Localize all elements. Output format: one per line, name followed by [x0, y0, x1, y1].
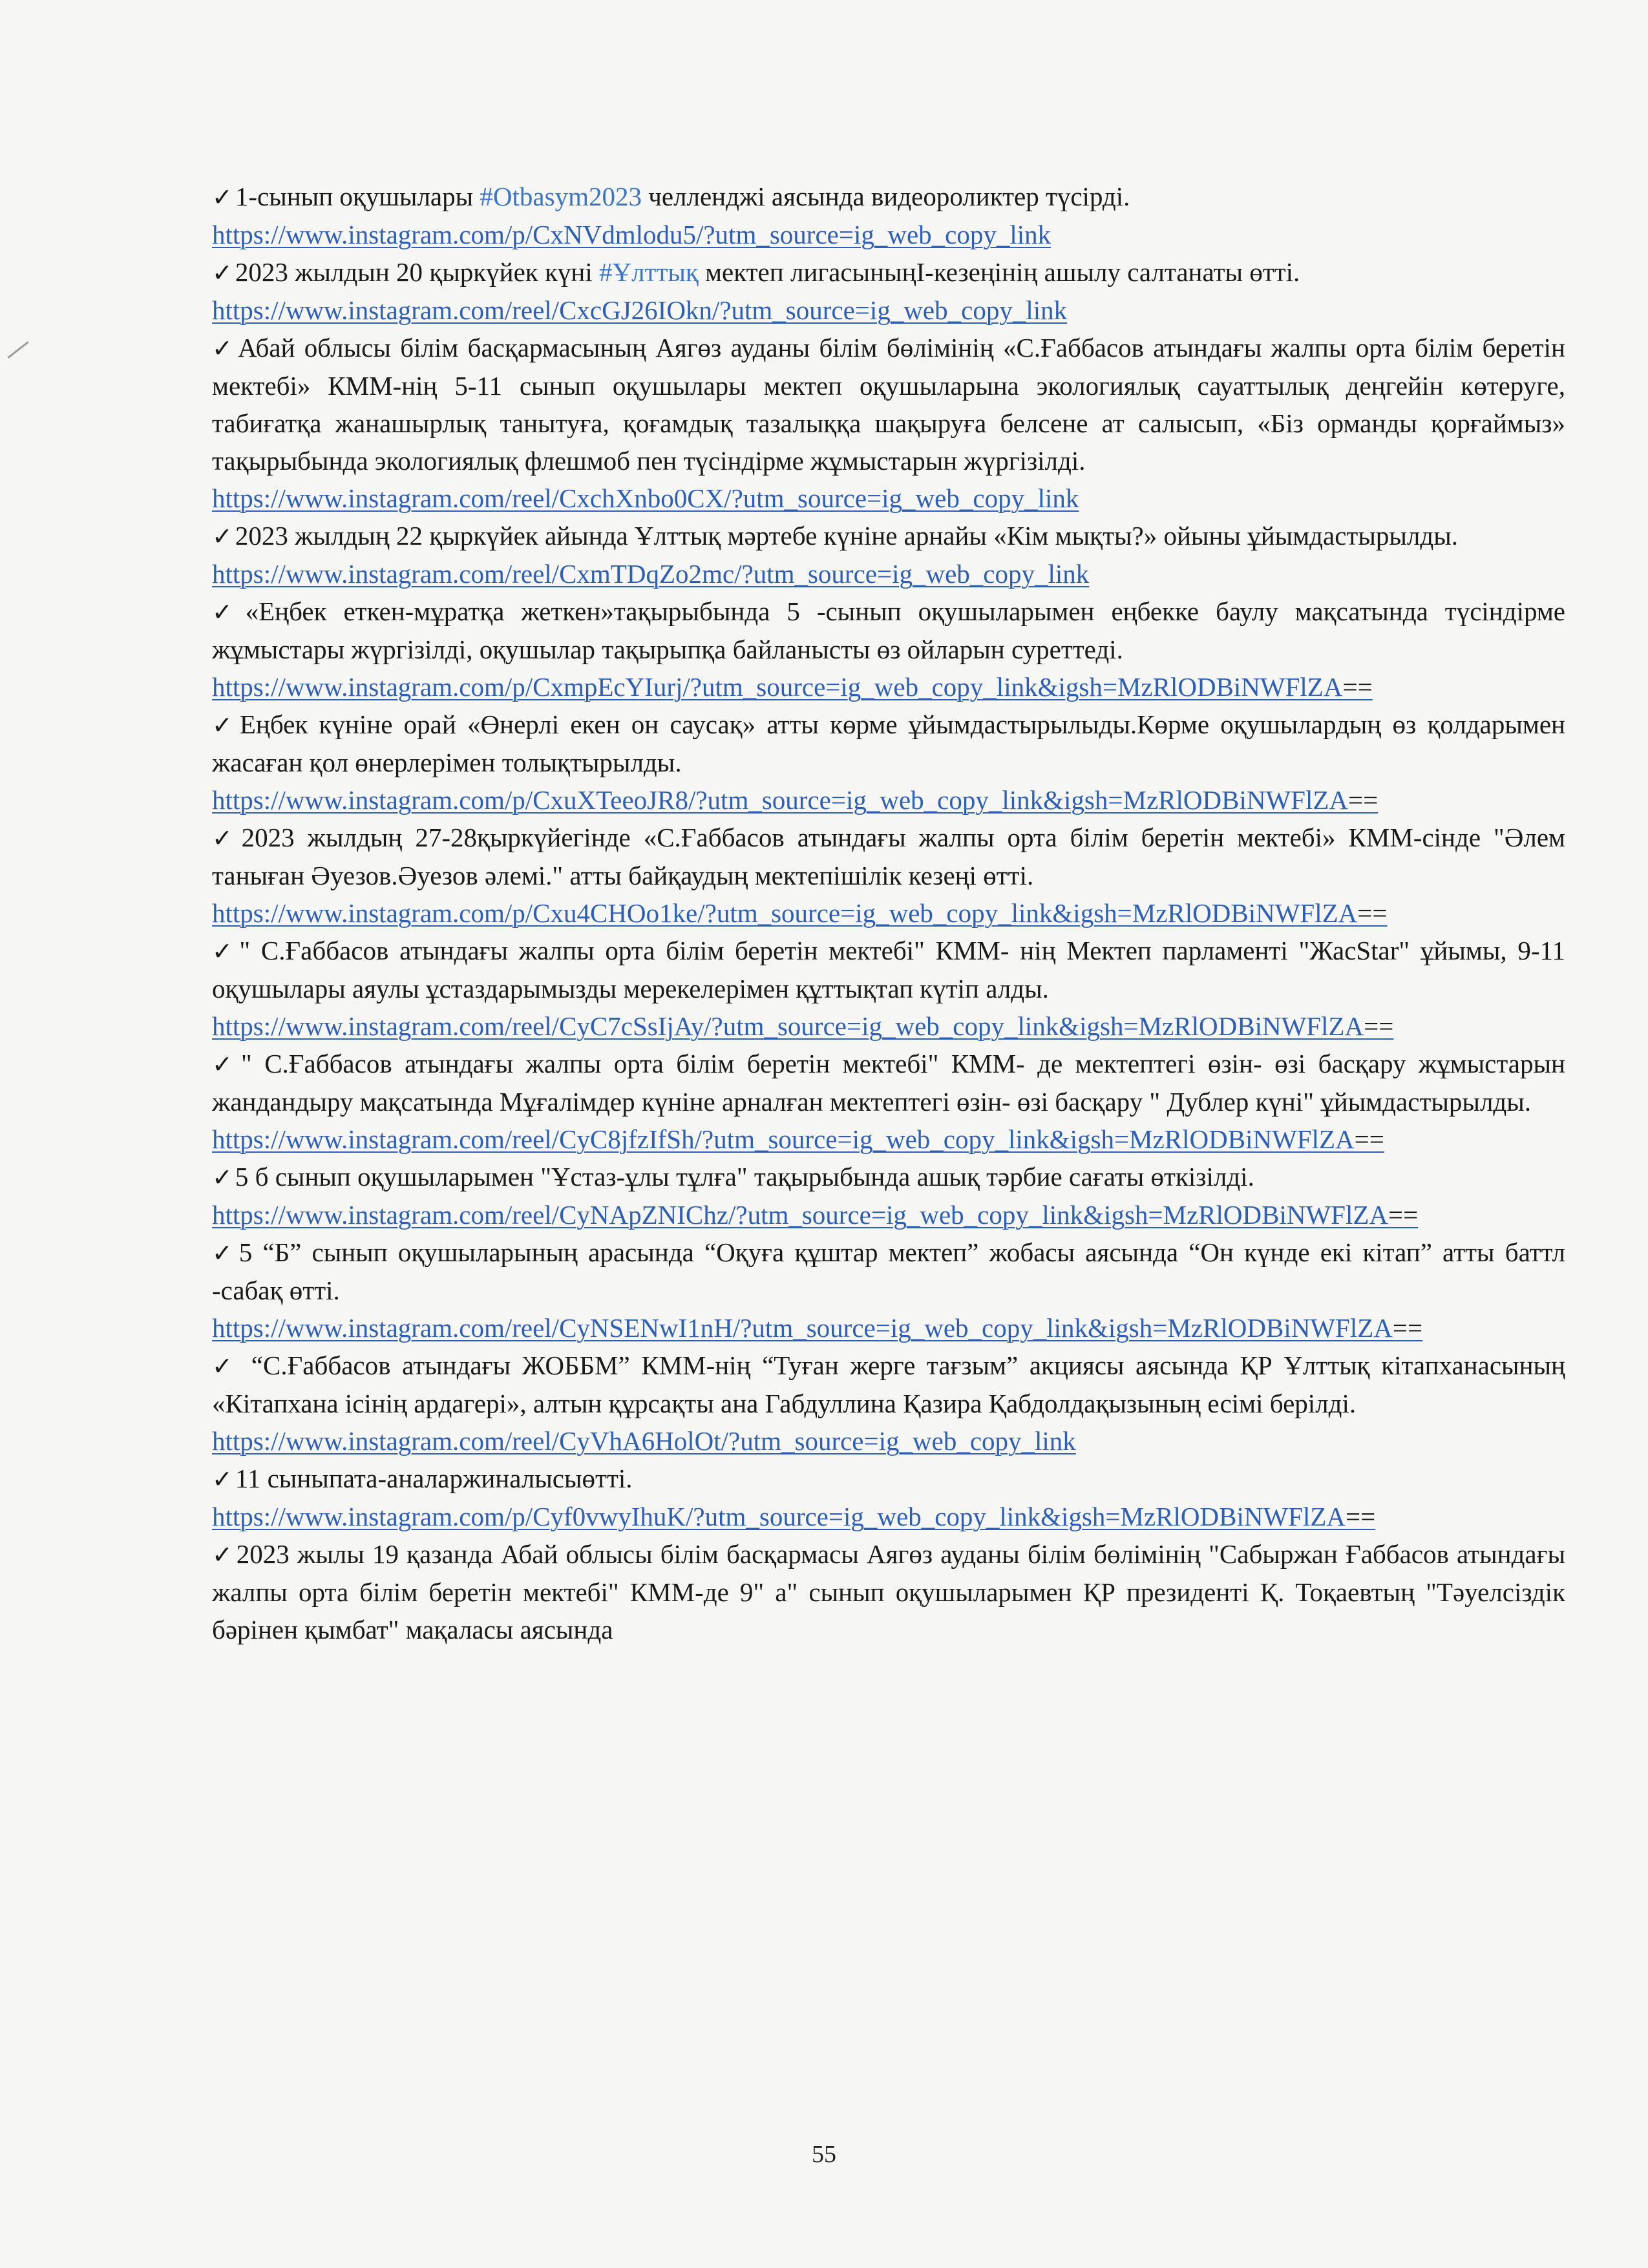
checkmark-icon: ✓	[212, 1050, 239, 1078]
instagram-link[interactable]	[212, 1309, 1565, 1347]
entry-text-part: 2023 жылдын 20 қыркүйек күні	[235, 257, 599, 287]
checkmark-icon: ✓	[212, 1239, 237, 1267]
instagram-link[interactable]	[212, 479, 1565, 517]
entry-text-body: 11 сыныпата-аналаржиналысыөтті.	[235, 1464, 633, 1493]
checkmark-icon: ✓	[212, 1465, 233, 1493]
instagram-link[interactable]	[212, 1422, 1565, 1460]
instagram-link[interactable]	[212, 894, 1565, 932]
entry-text	[212, 1535, 1565, 1648]
margin-pen-mark	[7, 341, 28, 359]
checkmark-icon: ✓	[212, 1540, 234, 1569]
link-url[interactable]: https://www.instagram.com/reel/CyNSENwI1nH/?utm_source=ig_web_copy_link&igsh=MzRlODBiNWFlZA	[212, 1313, 1393, 1343]
link-url[interactable]: https://www.instagram.com/p/Cxu4CHOo1ke/?utm_source=ig_web_copy_link&igsh=MzRlODBiNWFlZA	[212, 898, 1358, 928]
entry-text	[212, 819, 1565, 894]
link-url[interactable]: https://www.instagram.com/p/CxmpEcYIurj/?utm_source=ig_web_copy_link&igsh=MzRlODBiNWFlZA	[212, 672, 1343, 702]
link-tail: ==	[1388, 1200, 1419, 1230]
link-tail: ==	[1354, 1124, 1384, 1154]
hashtag[interactable]: #Otbasym2023	[480, 182, 642, 211]
entry-text-body: Еңбек күніне орай «Өнерлі екен он саусақ» атты көрме ұйымдастырылыды.Көрме оқушылардың өз қолдарымен жасаған қол өнерлерімен толықтырылды.	[212, 709, 1565, 777]
page-number: 55	[812, 2141, 836, 2168]
document-body	[212, 178, 1565, 1648]
checkmark-icon: ✓	[212, 598, 243, 626]
checkmark-icon: ✓	[212, 1163, 233, 1192]
entry-text-part: мектеп лигасыныңІ-кезеңінің ашылу салтанаты өтті.	[698, 257, 1300, 287]
entry-text	[212, 1347, 1565, 1422]
entry-text-body: 5 “Б” сынып оқушыларының арасында “Оқуға құштар мектеп” жобасы аясында “Он күнде екі кітап” атты баттл -сабақ өтті.	[212, 1237, 1565, 1305]
entry-text	[212, 932, 1565, 1007]
entry-text	[212, 1234, 1565, 1309]
hashtag[interactable]: #Ұлттық	[598, 257, 699, 287]
entry-text-body: Абай облысы білім басқармасының Аягөз ауданы білім бөлімінің «С.Ғаббасов атындағы жалпы орта білім беретін мектебі» КММ-нің 5-11 сынып оқушылары мектеп оқушыларына экологиялық сауаттылық деңгейін көтеруге, табиғатқа жанашырлық танытуға, қоғамдық тазалыққа шақыруға белсене ат салысып, «Біз орманды қорғаймыз» тақырыбында экологиялық флешмоб пен түсіндірме жұмыстарын жүргізілді.	[212, 333, 1566, 476]
link-tail: ==	[1348, 785, 1379, 815]
link-url[interactable]: https://www.instagram.com/reel/CyC8jfzIfSh/?utm_source=ig_web_copy_link&igsh=MzRlODBiNWFlZA	[212, 1124, 1355, 1154]
entry-text	[212, 593, 1565, 668]
link-tail: ==	[1364, 1011, 1394, 1041]
checkmark-icon: ✓	[212, 258, 233, 287]
entry-text-part: 1-сынып оқушылары	[235, 182, 480, 211]
checkmark-icon: ✓	[212, 1352, 238, 1380]
instagram-link[interactable]	[212, 1007, 1565, 1045]
instagram-link[interactable]	[212, 1196, 1565, 1234]
link-tail: ==	[1392, 1313, 1423, 1343]
entry-text	[212, 253, 1565, 291]
entry-text-body: 5 б сынып оқушыларымен "Ұстаз-ұлы тұлға" тақырыбында ашық тәрбие сағаты өткізілді.	[235, 1162, 1254, 1192]
entry-text-body: 2023 жылдың 27-28қыркүйегінде «С.Ғаббасов атындағы жалпы орта білім беретін мектебі» КММ-сінде "Әлем таныған Әуезов.Әуезов әлемі." атты байқаудың мектепішілік кезеңі өтті.	[212, 823, 1566, 890]
checkmark-icon: ✓	[212, 183, 233, 211]
checkmark-icon: ✓	[212, 711, 237, 739]
link-url[interactable]: https://www.instagram.com/p/CxNVdmlodu5/?utm_source=ig_web_copy_link	[212, 220, 1051, 249]
entry-text-body: " С.Ғаббасов атындағы жалпы орта білім беретін мектебі" КММ- де мектептегі өзін- өзі басқару жұмыстарын жандандыру мақсатында Мұғалімдер күніне арналған мектептегі өзін- өзі басқару " Дублер күні" ұйымдастырылды.	[212, 1049, 1565, 1117]
instagram-link[interactable]	[212, 668, 1565, 706]
checkmark-icon: ✓	[212, 937, 237, 965]
entry-text	[212, 517, 1565, 555]
entry-text-part: челленджі аясында видеороликтер түсірді.	[641, 182, 1130, 211]
link-url[interactable]: https://www.instagram.com/reel/CxcGJ26IOkn/?utm_source=ig_web_copy_link	[212, 295, 1068, 325]
entry-text	[212, 1158, 1565, 1196]
instagram-link[interactable]	[212, 555, 1565, 593]
link-url[interactable]: https://www.instagram.com/reel/CyNApZNIChz/?utm_source=ig_web_copy_link&igsh=MzRlODBiNWFlZA	[212, 1200, 1389, 1230]
entry-text-body: 2023 жылдың 22 қыркүйек айында Ұлттық мәртебе күніне арнайы «Кім мықты?» ойыны ұйымдастырылды.	[235, 521, 1459, 551]
checkmark-icon: ✓	[212, 334, 235, 362]
entry-text	[212, 329, 1565, 479]
instagram-link[interactable]	[212, 1498, 1565, 1535]
link-url[interactable]: https://www.instagram.com/p/Cyf0vwyIhuK/?utm_source=ig_web_copy_link&igsh=MzRlODBiNWFlZA	[212, 1502, 1346, 1531]
entry-text	[212, 178, 1565, 216]
instagram-link[interactable]	[212, 216, 1565, 253]
entry-text-body: «Еңбек еткен-мұратқа жеткен»тақырыбында 5 -сынып оқушыларымен еңбекке баулу мақсатында түсіндірме жұмыстары жүргізілді, оқушылар тақырыпқа байланысты өз ойларын суреттеді.	[212, 596, 1565, 664]
instagram-link[interactable]	[212, 291, 1565, 329]
instagram-link[interactable]	[212, 1120, 1565, 1158]
entry-text	[212, 1045, 1565, 1120]
link-tail: ==	[1357, 898, 1388, 928]
instagram-link[interactable]	[212, 781, 1565, 819]
entry-text-body: " С.Ғаббасов атындағы жалпы орта білім беретін мектебі" КММ- нің Мектеп парламенті "ЖасStar" ұйымы, 9-11 оқушылары аяулы ұстаздарымызды мерекелерімен құттықтап күтіп алды.	[212, 936, 1566, 1003]
entry-text	[212, 1460, 1565, 1498]
checkmark-icon: ✓	[212, 824, 239, 852]
entry-text-body: 2023 жылы 19 қазанда Абай облысы білім басқармасы Аягөз ауданы білім бөлімінің "Сабыржан Ғаббасов атындағы жалпы орта білім беретін мектебі" КММ-де 9" а" сынып оқушыларымен ҚР президенті Қ. Тоқаевтың "Тәуелсіздік бәрінен қымбат" мақаласы аясында	[212, 1539, 1565, 1644]
checkmark-icon: ✓	[212, 522, 233, 551]
link-url[interactable]: https://www.instagram.com/reel/CyVhA6HolOt/?utm_source=ig_web_copy_link	[212, 1426, 1076, 1456]
entry-text-body: “С.Ғаббасов атындағы ЖОББМ” КММ-нің “Туған жерге тағзым” акциясы аясында ҚР Ұлттық кітапханасының «Кітапхана ісінің ардагері», алтын құрсақты ана Габдуллина Қазира Қабдолдақызының есімі берілді.	[212, 1350, 1565, 1418]
link-url[interactable]: https://www.instagram.com/reel/CxchXnbo0CX/?utm_source=ig_web_copy_link	[212, 483, 1079, 513]
link-url[interactable]: https://www.instagram.com/reel/CxmTDqZo2mc/?utm_source=ig_web_copy_link	[212, 559, 1090, 589]
link-url[interactable]: https://www.instagram.com/reel/CyC7cSsIjAy/?utm_source=ig_web_copy_link&igsh=MzRlODBiNWFlZA	[212, 1011, 1364, 1041]
entry-text	[212, 706, 1565, 781]
link-tail: ==	[1346, 1502, 1376, 1531]
link-tail: ==	[1342, 672, 1373, 702]
link-url[interactable]: https://www.instagram.com/p/CxuXTeeoJR8/?utm_source=ig_web_copy_link&igsh=MzRlODBiNWFlZA	[212, 785, 1348, 815]
